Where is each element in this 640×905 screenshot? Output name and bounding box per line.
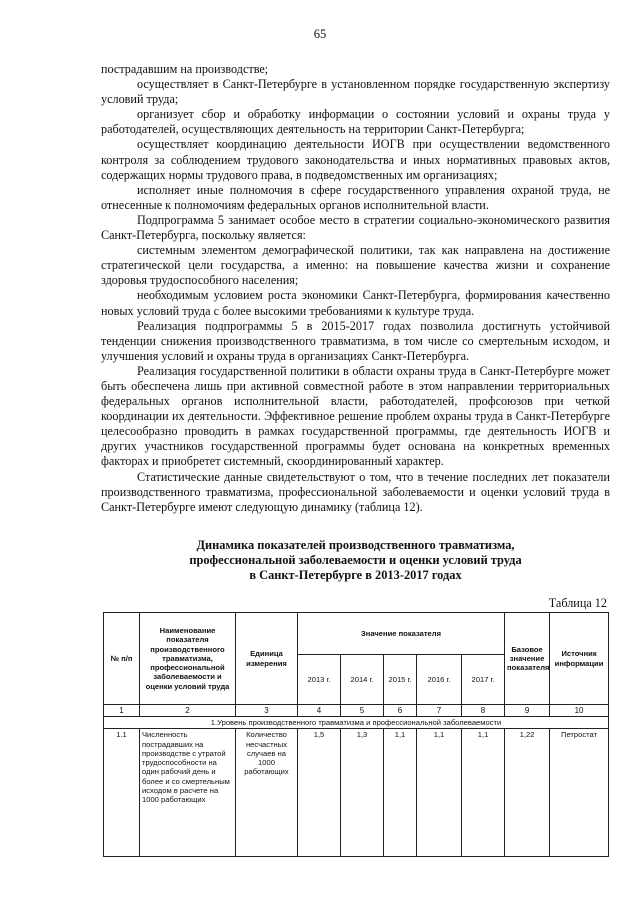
row-num: 1.1 — [104, 729, 140, 857]
row-base-value: 1,22 — [505, 729, 550, 857]
column-number-row — [104, 705, 609, 717]
column-number: 9 — [505, 705, 550, 717]
body-paragraph: организует сбор и обработку информации о состоянии условий и охраны труда у работодателей, осуществляющих деятельность на территории Санкт-Петербурга; — [101, 107, 610, 137]
column-number: 10 — [550, 705, 609, 717]
header-unit: Единица измерения — [236, 613, 298, 705]
header-year: 2015 г. — [384, 655, 417, 705]
section-row — [104, 717, 609, 729]
header-base: Базовое значение показателя — [505, 613, 550, 705]
body-paragraph: Реализация подпрограммы 5 в 2015-2017 годах позволила достигнуть устойчивой тенденции снижения производственного травматизма, в том числе со смертельным исходом, и улучшения условий и охраны труда в организациях Санкт-Петербурга. — [101, 318, 610, 363]
column-number: 5 — [341, 705, 384, 717]
body-paragraph: осуществляет в Санкт-Петербурге в установленном порядке государственную экспертизу условий труда; — [101, 77, 610, 107]
body-paragraph: системным элементом демографической политики, так как направлена на достижение стратегической цели государства, а именно: на повышение качества жизни и сохранение здоровья трудоспособного населения; — [101, 243, 610, 288]
table-title-line: Динамика показателей производственного травматизма, — [196, 538, 515, 552]
header-name: Наименование показателя производственного травматизма, профессиональной заболеваемости и оценки условий труда — [140, 613, 236, 705]
header-year: 2016 г. — [417, 655, 462, 705]
body-paragraph: исполняет иные полномочия в сфере государственного управления охраной труда, не отнесенные к полномочиям федеральных органов исполнительной власти. — [101, 182, 610, 212]
row-source: Петростат — [550, 729, 609, 857]
body-paragraph: пострадавшим на производстве; — [101, 62, 269, 76]
page-number: 65 — [313, 27, 327, 41]
header-year: 2017 г. — [462, 655, 505, 705]
row-value-2016: 1,1 — [417, 729, 462, 857]
row-value-2015: 1,1 — [384, 729, 417, 857]
body-paragraph: осуществляет координацию деятельности ИОГВ при осуществлении ведомственного контроля за соблюдением трудового законодательства и иных нормативных правовых актов, содержащих нормы трудового права, в подведомственных им организациях; — [101, 137, 610, 182]
column-number: 6 — [384, 705, 417, 717]
table-row — [104, 729, 609, 857]
header-source: Источник информации — [550, 613, 609, 705]
table-title-line: в Санкт-Петербурге в 2013-2017 годах — [249, 568, 462, 582]
column-number: 8 — [462, 705, 505, 717]
body-paragraph: Подпрограмма 5 занимает особое место в стратегии социально-экономического развития Санкт-Петербурга, поскольку является: — [101, 212, 610, 243]
body-text — [101, 62, 610, 515]
indicators-table — [103, 612, 609, 857]
body-paragraph: Статистические данные свидетельствуют о том, что в течение последних лет показатели производственного травматизма, профессиональной заболеваемости и оценки условий труда в Санкт-Петербурге имеют следующую динамику (таблица 12). — [101, 469, 610, 514]
column-number: 7 — [417, 705, 462, 717]
table-title — [101, 538, 610, 583]
column-number: 4 — [298, 705, 341, 717]
row-name: Численность пострадавших на производстве с утратой трудоспособности на один рабочий день и более и со смертельным исходом в расчете на 1000 работающих — [140, 729, 236, 857]
column-number: 2 — [140, 705, 236, 717]
header-year: 2014 г. — [341, 655, 384, 705]
row-unit: Количество несчастных случаев на 1000 работающих — [236, 729, 298, 857]
row-value-2014: 1,3 — [341, 729, 384, 857]
table-title-line: профессиональной заболеваемости и оценки условий труда — [189, 553, 522, 567]
column-number: 1 — [104, 705, 140, 717]
body-paragraph: необходимым условием роста экономики Санкт-Петербурга, формирования качественно новых условий труда с более высокими требованиями к культуре труда. — [101, 288, 610, 318]
header-value-group: Значение показателя — [298, 613, 505, 655]
header-year: 2013 г. — [298, 655, 341, 705]
body-paragraph: Реализация государственной политики в области охраны труда в Санкт-Петербурге может быть обеспечена лишь при активной совместной работе в этом направлении территориальных федеральных органов исполнительной власти, работодателей, профсоюзов при четкой координации их деятельности. Эффективное решение проблем охраны труда в Санкт-Петербурге целесообразно проводить в рамках государственной программы, где деятельность ИОГВ и других участников государственной программы будет основана на конкретных временных факторах и приобретет системный, скоординированный характер. — [101, 363, 610, 469]
row-value-2013: 1,5 — [298, 729, 341, 857]
column-number: 3 — [236, 705, 298, 717]
section-title: 1.Уровень производственного травматизма и профессиональной заболеваемости — [104, 717, 609, 729]
header-num: № п/п — [104, 613, 140, 705]
row-value-2017: 1,1 — [462, 729, 505, 857]
table-caption: Таблица 12 — [548, 596, 607, 610]
